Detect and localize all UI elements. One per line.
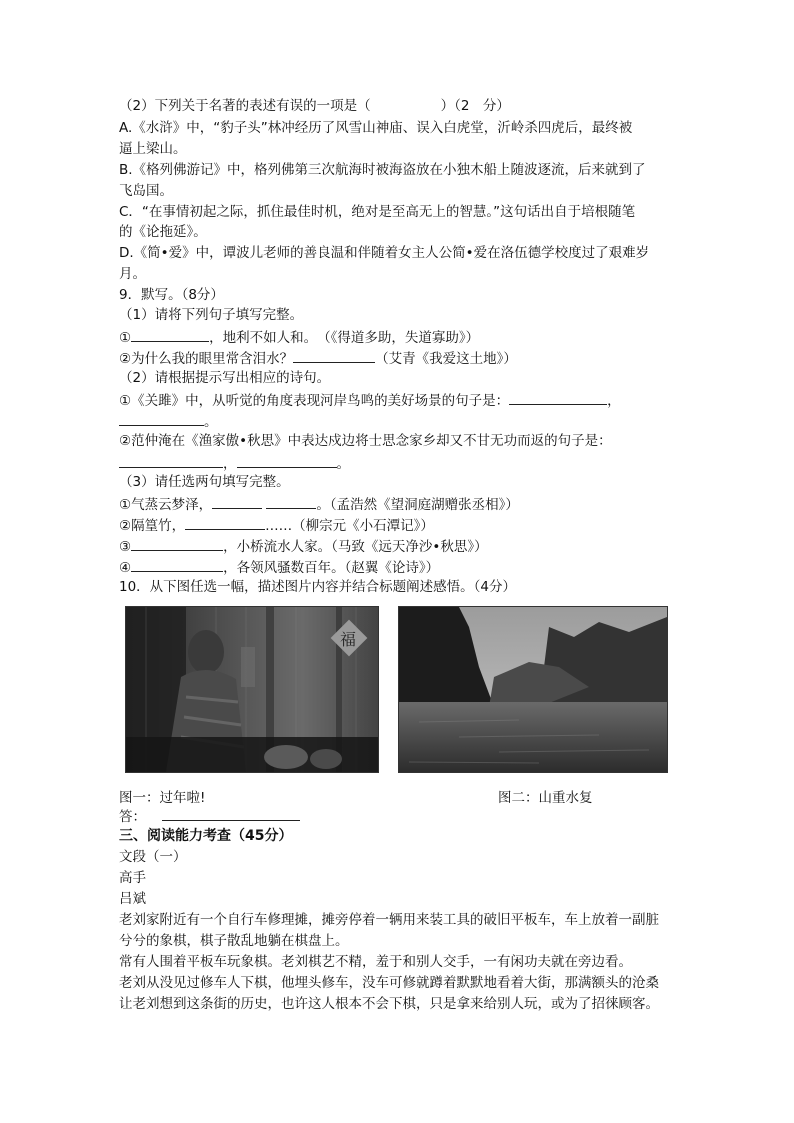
- q8-2-option-a-line2: 逼上梁山。: [119, 141, 187, 157]
- q9-part3-line2-prefix: ②隔篁竹，: [119, 518, 186, 534]
- new-year-photo-image: [126, 607, 378, 772]
- q9-part1-line2-prefix: ②为什么我的眼里常含泪水？: [119, 351, 294, 367]
- q9-part2-line4: [119, 453, 350, 473]
- q9-part3-title: （3）请任选两句填写完整。: [119, 474, 290, 490]
- answer-blank[interactable]: [119, 411, 204, 426]
- q8-2-option-c-line1: C．“在事情初起之际，抓住最佳时机，绝对是至高无上的智慧。”这句话出自于培根随笔: [119, 204, 636, 220]
- q8-2-stem-a: （2）下列关于名著的表述有误的一项是（: [119, 98, 371, 114]
- q9-part1-line1: [119, 327, 479, 347]
- answer-blank[interactable]: [162, 806, 300, 821]
- q9-part3-line4: [119, 557, 439, 577]
- q9-part3-line3: [119, 536, 488, 556]
- answer-blank[interactable]: [266, 494, 316, 509]
- q8-2-option-b-line1: B.《格列佛游记》中，格列佛第三次航海时被海盗放在小独木船上随波逐流，后来就到了: [119, 162, 646, 178]
- q9-part3-line1-suffix: 。（孟浩然《望洞庭湖赠张丞相》）: [316, 497, 519, 513]
- q9-part2-title: （2）请根据提示写出相应的诗句。: [119, 370, 331, 386]
- fu-character: 福: [340, 630, 357, 649]
- q9-part3-line3-prefix: ③: [119, 539, 132, 555]
- q9-part1-line2: [119, 348, 517, 368]
- mountain-river-photo: [398, 606, 668, 773]
- answer-blank[interactable]: [237, 453, 337, 468]
- answer-blank[interactable]: [131, 557, 223, 572]
- q8-2-option-a-line1: A.《水浒》中，“豹子头”林冲经历了风雪山神庙、误入白虎堂，沂岭杀四虎后，最终被: [119, 120, 633, 136]
- q9-part1-line1-prefix: ①: [119, 330, 132, 346]
- new-year-photo: [125, 606, 379, 773]
- answer-blank[interactable]: [509, 390, 607, 405]
- answer-blank[interactable]: [212, 494, 262, 509]
- answer-blank[interactable]: [119, 453, 223, 468]
- mountain-river-photo-image: [399, 607, 667, 772]
- answer-blank[interactable]: [131, 327, 209, 342]
- q9-part1-title: （1）请将下列句子填写完整。: [119, 307, 304, 323]
- paragraph3-line1: 老刘从没见过修车人下棋，他埋头修车，没车可修就蹲着默默地看着大街，那满额头的沧桑: [119, 975, 659, 991]
- q9-part3-line4-suffix: ，各领风骚数百年。（赵翼《论诗》）: [223, 560, 440, 576]
- q9-part2-line4-mid: ，: [223, 456, 237, 472]
- q9-part3-line4-prefix: ④: [119, 560, 132, 576]
- q9-part3-line2-suffix: ……（柳宗元《小石潭记》）: [265, 518, 434, 534]
- story-author: 吕斌: [119, 891, 146, 907]
- q8-2-option-d-line2: 月。: [119, 266, 146, 282]
- q8-2-option-c-line2: 的《论拖延》。: [119, 224, 207, 240]
- answer-blank[interactable]: [293, 348, 375, 363]
- q9-part2-line2-end: 。: [204, 414, 218, 430]
- answer-blank[interactable]: [131, 536, 223, 551]
- q8-2-stem-b: ）（2 分）: [440, 98, 510, 114]
- paragraph3-line2: 让老刘想到这条街的历史，也许这人根本不会下棋，只是拿来给别人玩，或为了招徕顾客。: [119, 996, 659, 1012]
- q9-part2-line1: [119, 390, 621, 410]
- passage-label: 文段（一）: [119, 849, 187, 865]
- q9-part1-line2-suffix: （艾青《我爱这土地》）: [375, 351, 517, 367]
- q9-part2-line4-end: 。: [336, 456, 350, 472]
- q8-2-option-b-line2: 飞岛国。: [119, 183, 173, 199]
- photo1-caption: 图一：过年啦!: [119, 790, 206, 806]
- paragraph1-line2: 兮兮的象棋，棋子散乱地躺在棋盘上。: [119, 933, 349, 949]
- q10-title: 10．从下图任选一幅，描述图片内容并结合标题阐述感悟。（4分）: [119, 579, 517, 595]
- q9-part3-line1-prefix: ①气蒸云梦泽，: [119, 497, 213, 513]
- paragraph2: 常有人围着平板车玩象棋。老刘棋艺不精，羞于和别人交手，一有闲功夫就在旁边看。: [119, 954, 632, 970]
- q9-part3-line3-suffix: ，小桥流水人家。（马致《远天净沙•秋思》）: [223, 539, 488, 555]
- q9-part3-line2: [119, 515, 434, 535]
- q9-part2-line1-end: ，: [607, 393, 621, 409]
- photo2-caption: 图二：山重水复: [498, 790, 593, 806]
- answer-line: [119, 806, 300, 826]
- answer-blank[interactable]: [185, 515, 265, 530]
- q9-part2-line2: [119, 411, 218, 431]
- q9-title: 9．默写。（8分）: [119, 287, 224, 303]
- q9-part3-line1: [119, 494, 519, 514]
- q9-part2-line1-text: ①《关雎》中，从听觉的角度表现河岸鸟鸣的美好场景的句子是：: [119, 393, 510, 409]
- story-title: 高手: [119, 870, 146, 886]
- q9-part1-line1-text: ，地利不如人和。 （《得道多助，失道寡助》）: [209, 330, 480, 346]
- section3-title: 三、阅读能力考查（45分）: [119, 828, 293, 844]
- answer-label: 答：: [119, 809, 146, 825]
- paragraph1-line1: 老刘家附近有一个自行车修理摊，摊旁停着一辆用来装工具的破旧平板车，车上放着一副脏: [119, 912, 659, 928]
- q8-2-option-d-line1: D.《简•爱》中，谭波儿老师的善良温和伴随着女主人公简•爱在洛伍德学校度过了艰难岁: [119, 245, 650, 261]
- q8-2-stem: [119, 97, 510, 115]
- q9-part2-line3: ②范仲淹在《渔家傲•秋思》中表达戍边将士思念家乡却又不甘无功而返的句子是：: [119, 433, 612, 449]
